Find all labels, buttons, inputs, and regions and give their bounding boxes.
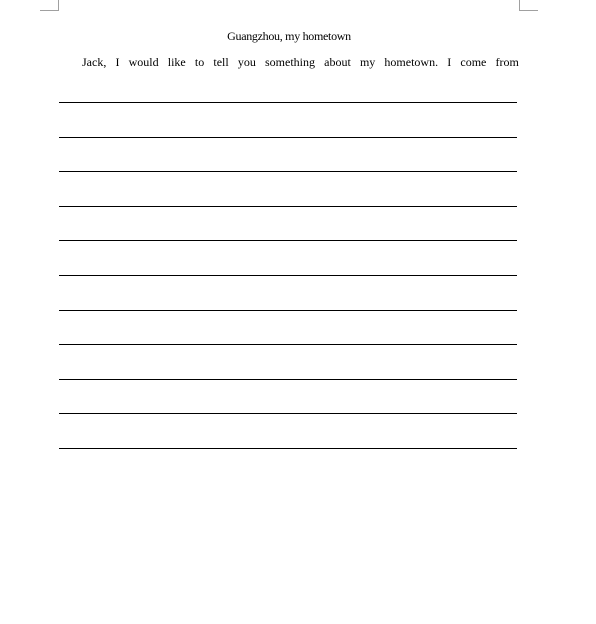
opening-word: would	[128, 55, 159, 69]
opening-sentence	[82, 55, 519, 70]
writing-line	[59, 310, 517, 311]
writing-line	[59, 275, 517, 276]
opening-word: tell	[213, 55, 229, 69]
opening-word: I	[115, 55, 120, 69]
opening-word: about	[324, 55, 351, 69]
opening-word: to	[194, 55, 205, 69]
opening-word: something	[264, 55, 315, 69]
margin-corner-mark-top-left	[40, 0, 59, 11]
opening-word: come	[460, 55, 487, 69]
writing-line	[59, 413, 517, 414]
writing-line	[59, 171, 517, 172]
writing-line	[59, 102, 517, 103]
opening-word: from	[495, 55, 519, 69]
writing-line	[59, 344, 517, 345]
opening-word: hometown.	[384, 55, 439, 69]
margin-corner-mark-top-right	[519, 0, 538, 11]
opening-word: I	[447, 55, 452, 69]
opening-word: like	[167, 55, 186, 69]
writing-line	[59, 137, 517, 138]
opening-word: my	[359, 55, 376, 69]
writing-line	[59, 448, 517, 449]
writing-line	[59, 240, 517, 241]
opening-word: you	[237, 55, 256, 69]
writing-line	[59, 206, 517, 207]
writing-line	[59, 379, 517, 380]
opening-word: Jack,	[82, 55, 107, 69]
essay-title: Guangzhou, my hometown	[227, 29, 351, 43]
